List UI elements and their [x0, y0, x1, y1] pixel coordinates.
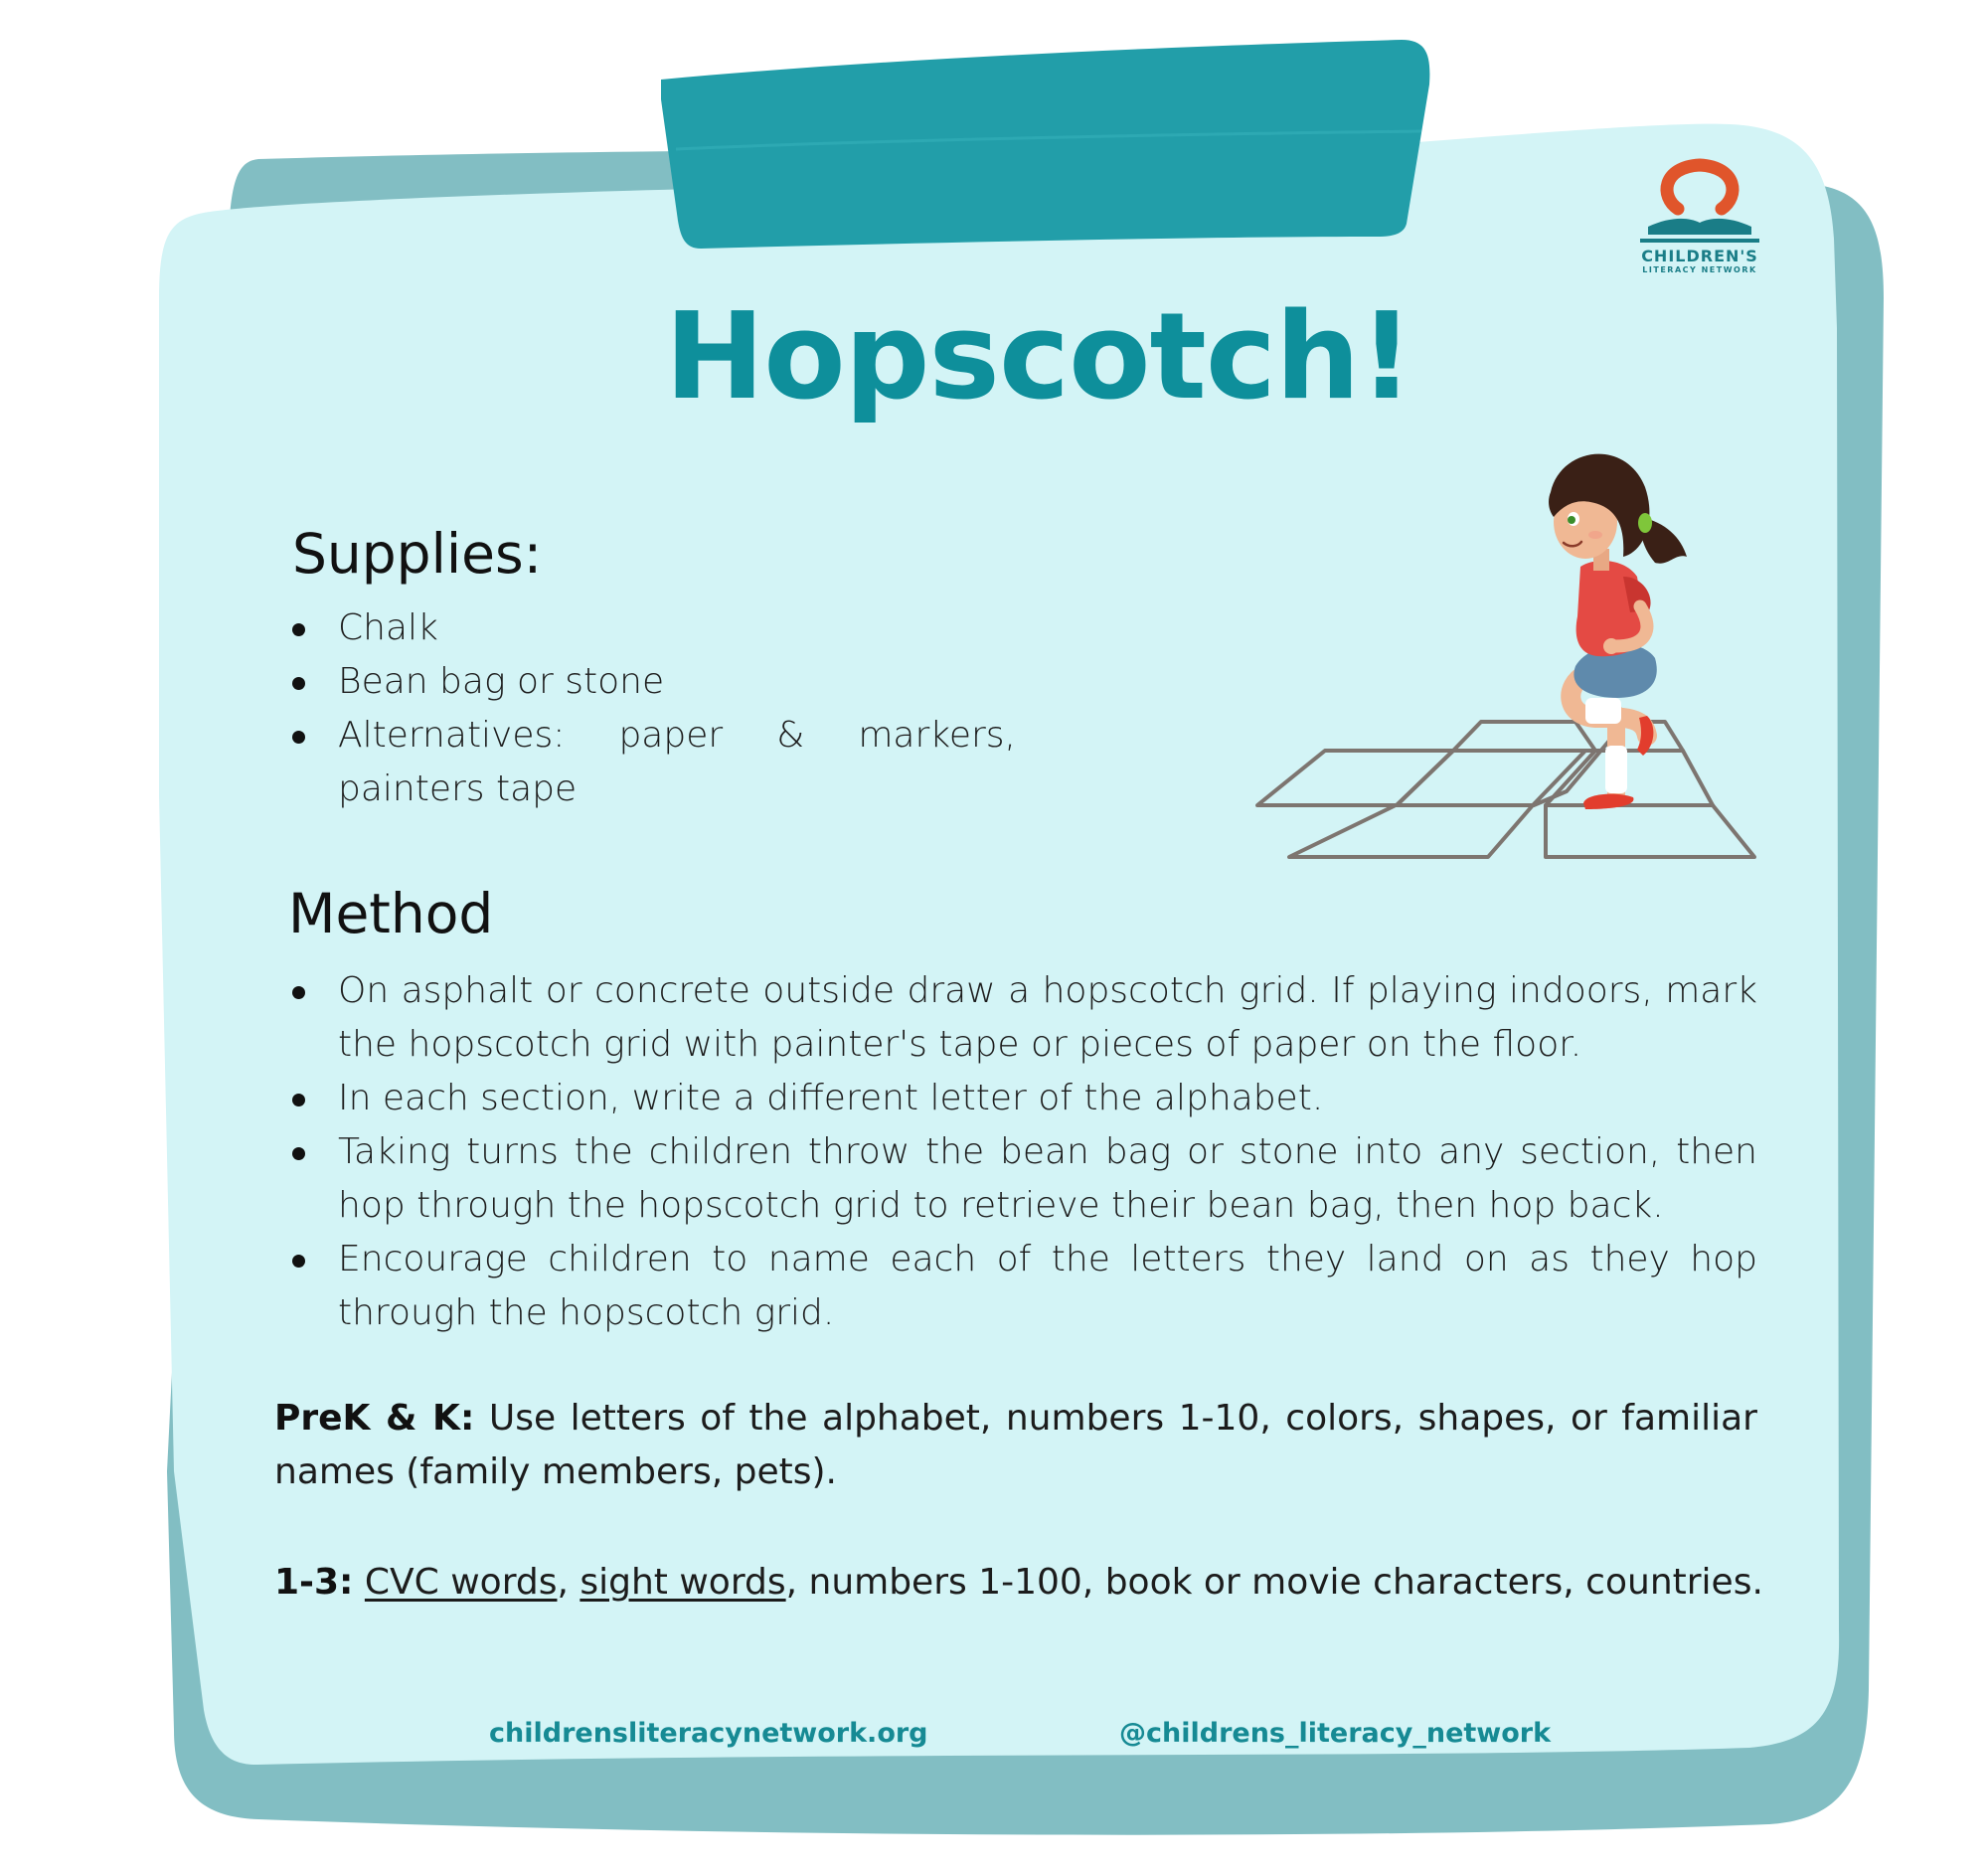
prek-k-note	[274, 1392, 1757, 1499]
prek-k-text: Use letters of the alphabet, numbers 1-10, colors, shapes, or familiar names (family members, pets).	[274, 1398, 1757, 1492]
logo-text-secondary: LITERACY NETWORK	[1642, 265, 1757, 274]
grades-1-3-note	[274, 1556, 1865, 1610]
grades-separator: ,	[557, 1562, 580, 1603]
sight-words-link[interactable]: sight words	[580, 1562, 786, 1603]
method-step: Encourage children to name each of the letters they land on as they hop through the hopscotch grid.	[290, 1233, 1757, 1340]
method-heading: Method	[288, 882, 494, 945]
supply-item: Chalk	[290, 601, 1016, 655]
logo-text-primary: CHILDREN'S	[1641, 247, 1758, 265]
method-step: On asphalt or concrete outside draw a hopscotch grid. If playing indoors, mark the hopscotch grid with painter's tape or pieces of paper on the floor.	[290, 964, 1757, 1072]
website-link[interactable]: childrensliteracynetwork.org	[489, 1718, 928, 1749]
page-title: Hopscotch!	[664, 288, 1413, 426]
girl-playing-hopscotch-icon	[1247, 427, 1764, 865]
brand-logo	[1630, 157, 1769, 274]
supplies-list	[290, 601, 1016, 816]
method-step: Taking turns the children throw the bean bag or stone into any section, then hop through the hopscotch grid to retrieve their bean bag, then hop back.	[290, 1125, 1757, 1233]
supply-item: Bean bag or stone	[290, 655, 1016, 709]
social-handle-link[interactable]: @childrens_literacy_network	[1119, 1718, 1552, 1749]
prek-k-label: PreK & K:	[274, 1398, 475, 1439]
book-with-arch-logo-icon	[1630, 157, 1769, 245]
method-list	[290, 964, 1757, 1340]
method-step: In each section, write a different letter of the alphabet.	[290, 1072, 1757, 1125]
supplies-heading: Supplies:	[292, 522, 543, 586]
girl-figure	[1549, 454, 1687, 809]
grades-text: , numbers 1-100, book or movie characters, countries.	[785, 1562, 1763, 1603]
grades-label: 1-3:	[274, 1562, 354, 1603]
supply-item: Alternatives: paper & markers, painters tape	[290, 709, 1016, 816]
hopscotch-grid	[1257, 722, 1754, 857]
cvc-words-link[interactable]: CVC words	[364, 1562, 558, 1603]
